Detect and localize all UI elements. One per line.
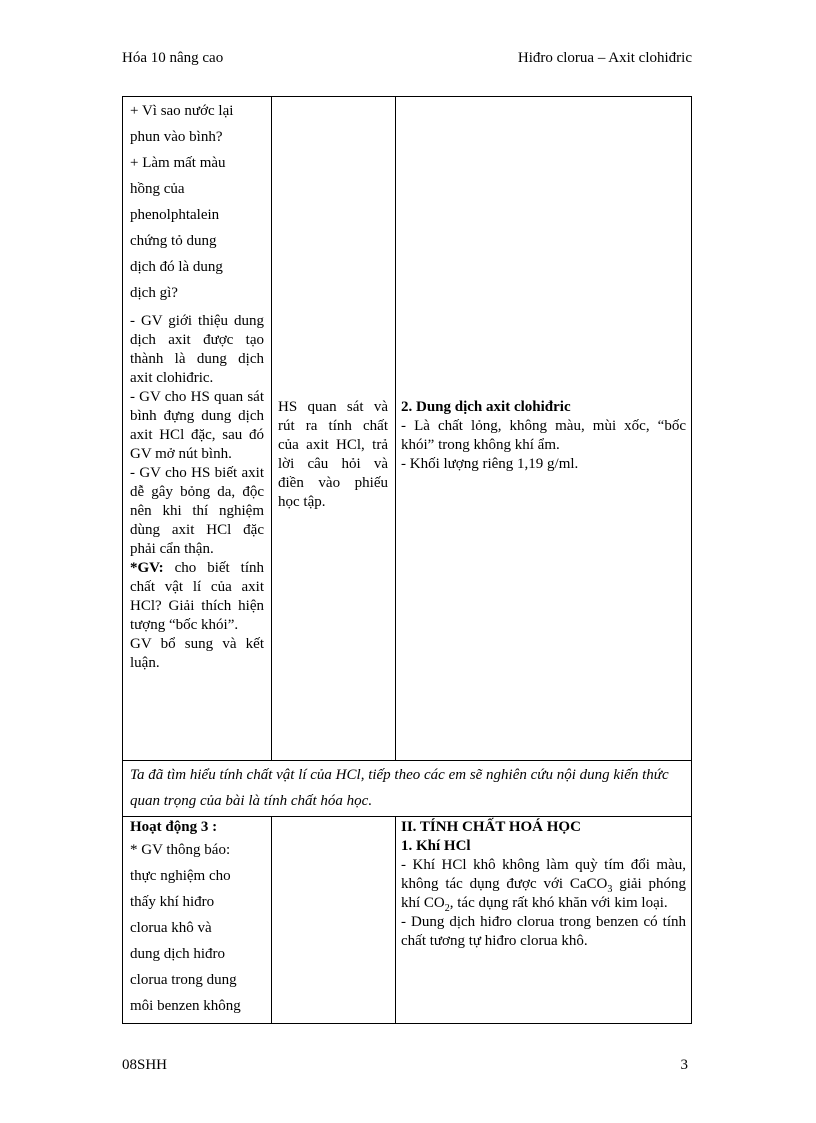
teacher-line: dịch đó là dung: [130, 259, 223, 275]
activity-title: Hoạt động 3 :: [130, 819, 218, 835]
content-cell: [401, 398, 686, 474]
teacher-line: dung dịch hiđro: [130, 946, 225, 962]
teacher-line: + Vì sao nước lại: [130, 103, 234, 119]
column-divider-1: [271, 96, 272, 760]
column-divider-2b: [395, 816, 396, 1023]
teacher-conclusion: GV bổ sung và kết luận.: [130, 636, 264, 671]
content-text: - Khí HCl khô không làm quỳ tím đổi màu, không tác dụng được với CaCO: [401, 857, 686, 892]
teacher-line: thực nghiệm cho: [130, 868, 231, 884]
teacher-question-label: *GV:: [130, 560, 164, 576]
content-cell-2: [401, 818, 686, 951]
teacher-line: clorua khô và: [130, 920, 212, 936]
teacher-line: clorua trong dung: [130, 972, 237, 988]
subscript: 3: [607, 884, 613, 895]
table-border-bottom: [122, 1023, 692, 1024]
table-border-left: [122, 96, 123, 1024]
content-title: 2. Dung dịch axit clohiđric: [401, 399, 571, 415]
teacher-line: * GV thông báo:: [130, 842, 231, 858]
section-title: II. TÍNH CHẤT HOÁ HỌC: [401, 819, 581, 835]
teacher-question-text: cho biết tính chất vật lí của axit HCl? Giải thích hiện tượng “bốc khói”.: [130, 560, 264, 633]
content-text: giải phóng khí CO: [401, 876, 686, 911]
page-number: 3: [680, 1057, 688, 1073]
teacher-line: phun vào bình?: [130, 129, 223, 145]
teacher-question: [130, 559, 264, 635]
column-divider-2: [395, 96, 396, 760]
table-border-right: [691, 96, 692, 1024]
teacher-line: chứng tỏ dung: [130, 233, 217, 249]
content-line: - Khối lượng riêng 1,19 g/ml.: [401, 456, 579, 472]
table-border-top: [122, 96, 692, 97]
row-divider-2: [122, 816, 692, 817]
transition-text: Ta đã tìm hiểu tính chất vật lí của HCl, tiếp theo các em sẽ nghiên cứu nội dung kiến thức quan trọng của bài là tính chất hóa học.: [130, 767, 669, 809]
content-text: , tác dụng rất khó khăn với kim loại.: [449, 895, 668, 911]
teacher-paragraph: - GV giới thiệu dung dịch axit được tạo thành là dung dịch axit clohiđric.: [130, 313, 264, 386]
teacher-line: phenolphtalein: [130, 207, 220, 223]
teacher-line: môi benzen không: [130, 998, 241, 1014]
teacher-paragraph: - GV cho HS quan sát bình đựng dung dịch axit HCl đặc, sau đó GV mở nút bình.: [130, 389, 264, 462]
student-activity-cell: HS quan sát và rút ra tính chất của axit HCl, trả lời câu hỏi và điền vào phiếu học tập.: [278, 399, 388, 510]
content-line: - Là chất lỏng, không màu, mùi xốc, “bốc khói” trong không khí ẩm.: [401, 418, 686, 453]
teacher-paragraph: - GV cho HS biết axit dễ gây bỏng da, độc nên khi thí nghiệm dùng axit HCl đặc phải cẩn thận.: [130, 465, 264, 557]
content-line: [401, 856, 686, 913]
teacher-line: dịch gì?: [130, 285, 178, 301]
header-right: Hiđro clorua – Axit clohiđric: [517, 50, 692, 66]
teacher-activity-cell-2: [130, 818, 264, 1019]
header-left: Hóa 10 nâng cao: [122, 50, 224, 66]
sub-title: 1. Khí HCl: [401, 838, 471, 854]
row-divider-1: [122, 760, 692, 761]
lesson-table: [122, 96, 692, 1024]
footer-left: 08SHH: [122, 1057, 168, 1073]
teacher-line: hồng của: [130, 181, 185, 197]
content-line: - Dung dịch hiđro clorua trong benzen có tính chất tương tự hiđro clorua khô.: [401, 914, 686, 949]
teacher-line: thấy khí hiđro: [130, 894, 215, 910]
teacher-activity-cell: [130, 98, 264, 673]
column-divider-1b: [271, 816, 272, 1023]
teacher-line: + Làm mất màu: [130, 155, 226, 171]
subscript: 2: [444, 903, 450, 914]
